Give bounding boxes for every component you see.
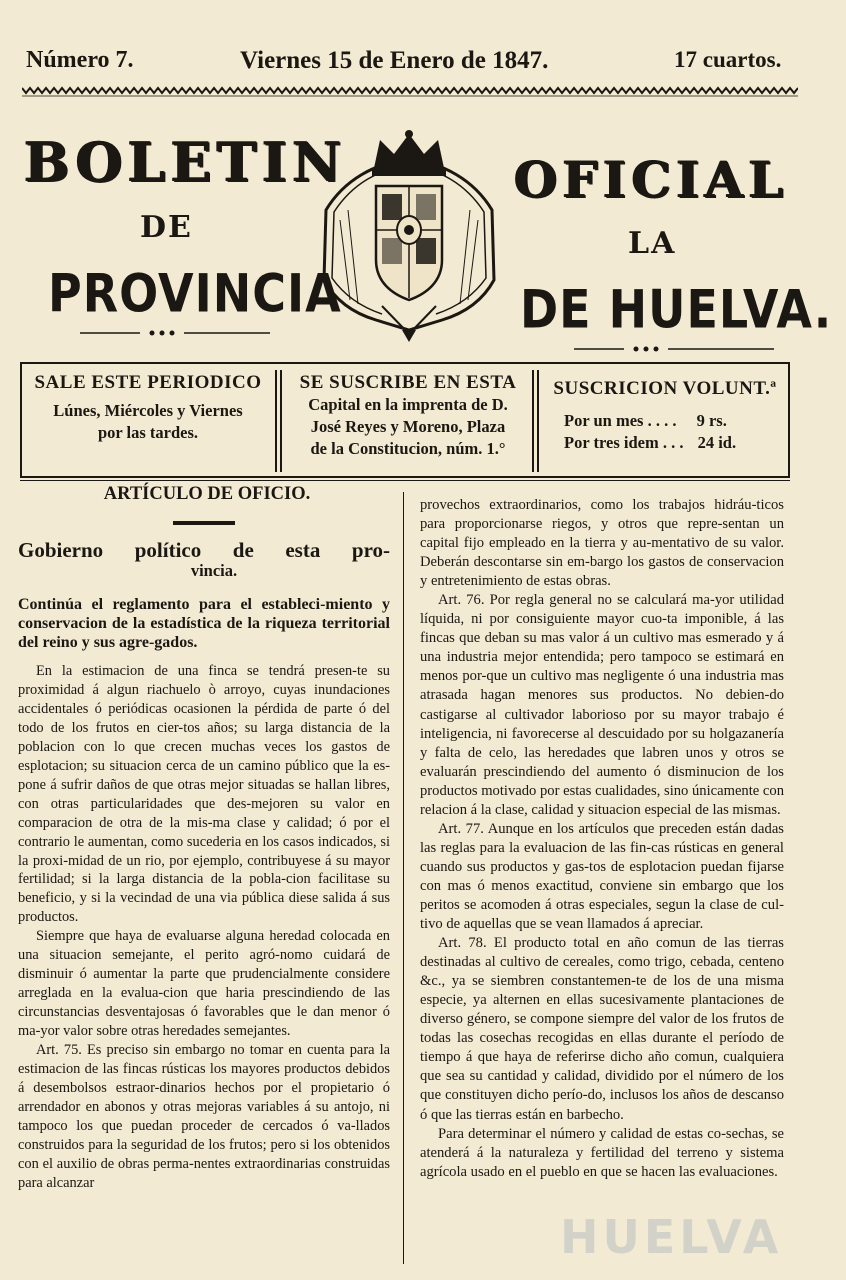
price-three-months [542,432,788,454]
section-heading: ARTÍCULO DE OFICIO. [103,484,311,504]
subscription-location [284,364,532,476]
title-word-oficial: OFICIAL [514,150,789,209]
coat-of-arms-emblem [316,130,502,342]
schedule-days: Lúnes, Miércoles y Viernes [53,401,243,420]
right-paragraph-4: Art. 78. El producto total en año comun de las tierras destinadas al cultivo de cereales, como trigo, cebada, centeno &c., ya se siembren constantemen-te de los de una misma especie, ya alternen en ellas sucesivamente plantaciones de diverso género, se compone siempre del valor de los frutos de todas las cosechas recogidas en ellas durante el período de tiempo á que haya de referirse dicho año comun, cualquiera que sea su cantidad y calidad, dividido por el número de los que constituyen dicho perío-do, inclusos los años de descanso ó que las tierras están en barbecho. [420,935,784,1123]
issue-price: 17 cuartos. [674,47,782,72]
schedule-time: por las tardes. [97,423,199,442]
title-word-provincia: PROVINCIA [48,262,342,325]
right-paragraph-2: Art. 76. Por regla general no se calculará ma-yor utilidad líquida, ni por consiguiente mayor cuo-ta imponible, á las fincas que deban su mas valor á un cultivo mas esmerado y á una industria mejor entendida; pero tampoco se estimará en menos por-que un cultivo mas negligente ó una industria mas atrasada hagan menores sus productos. No debien-do castigarse al cultivador laborioso por su mayor trabajo é inteligencia, ni favorecerse al descuidado por su holgazanería y falta de celo, las heredades que labren unos y otros se evaluarán prescindiendo del aumento ó disminucion de los productos motivado por estas cualidades, sino únicamente con relacion á la clase, calidad y situacion especial de las mismas. [420,592,784,818]
horizontal-rule [20,480,790,481]
left-paragraph-3: Art. 75. Es preciso sin embargo no tomar en cuenta para la estimacion de las fincas rústicas los mayores productos debidos á desembolsos estraor-dinarios hechos por el propietario ó arrendador en abonos y otras mejoras variables á su antojo, ni tampoco los que puedan proceder de cercados ó va-llados construidos para la seguridad de los frutos; pero si los obtenidos con el auxilio de obras perma-nentes extraordinarias construidas para alcanzar [18,1042,390,1191]
left-body-text [18,662,390,1193]
subscribe-line-2: José Reyes y Moreno, Plaza [310,417,506,436]
gov-title-line1: Gobierno político de esta pro- [18,538,390,562]
right-column [420,496,784,1182]
subscribe-line-1: Capital en la imprenta de D. [308,395,508,414]
price-month-label: Por un mes . . . . [564,411,677,430]
box-separator [280,370,282,472]
price-three-label: Por tres idem . . . [564,433,684,452]
gov-title-line2: vincia. [190,561,238,580]
price-one-month [542,410,788,432]
left-paragraph-1: En la estimacion de una finca se tendrá presen-te su proximidad á algun riachuelo ò arroyo, cuyas inundaciones accidentales ó periódicas ocasionen la pérdida de parte ó del todo de los frutos en cier-tos años; su larga distancia de la poblacion con lo que crecen muchas veces los gastos de esplotacion; su situacion cerca de un camino público que la es-pone á sufrir daños de que otras mejor situadas se hallan libres, con otras particularidades que des-mejoren su valor en comparacion de otra de la mis-ma clase y calidad; ó por el contrario le aumentan, como sucederia en los casos indicados, si la proxi-midad de un rio, por ejemplo, contribuyese á su mayor fertilidad; si la larga distancia de la pobla-cion facilitase su beneficio, y si la vecindad de una via pública diese salida á sus productos. [18,663,390,926]
right-paragraph-5: Para determinar el número y calidad de estas co-sechas, se atenderá á la naturaleza y fertilidad del terreno y sistema agrícola usado en el pueblo en que se hacen las evaluaciones. [420,1125,784,1180]
title-word-de: DE [140,210,193,245]
right-paragraph-3: Art. 77. Aunque en los artículos que preceden están dadas las reglas para la evaluacion de las fin-cas rústicas en general cuando sus productos y gas-tos de esplotacion puedan fijarse con mas ó menos exactitud, conviene sin embargo que los peritos se acomoden á otras especiales, segun la clase de cul-tivo de aquellas que se vean llamados á apreciar. [420,820,784,933]
schedule-heading: SALE ESTE PERIODICO [34,372,262,393]
subscription-info-box [20,362,790,478]
heading-rule [173,521,235,525]
archive-watermark: HUELVA [560,1210,783,1264]
price-heading: SUSCRICION VOLUNT.ª [553,378,777,399]
box-separator [537,370,539,472]
price-month-value: 9 rs. [696,411,727,430]
price-three-value: 24 id. [697,433,737,452]
zigzag-rule [22,84,798,98]
title-word-huelva: DE HUELVA. [520,278,833,341]
title-word-la: LA [628,226,677,261]
title-word-boletin: BOLETIN [24,130,347,194]
publication-schedule [22,364,274,476]
column-rule [403,492,404,1264]
ornament-divider-left [80,328,270,338]
issue-number: Número 7. [26,47,134,73]
issue-date: Viernes 15 de Enero de 1847. [240,47,549,74]
regulation-subtitle: Continúa el reglamento para el estableci-miento y conservacion de la estadística de la riqueza territorial del reino y sus agre-gados. [18,596,390,651]
ornament-divider-right [574,344,774,354]
right-paragraph-1: provechos extraordinarios, como los trabajos hidráu-ticos para proporcionarse riegos, y otros que repre-sentan un capital fijo empleado en la tierra y au-mentativo de su valor. Deberán descontarse sin em-bargo los gastos de conservacion y entretenimiento de estas obras. [420,497,784,590]
box-separator [532,370,534,472]
subscription-prices [542,364,788,476]
left-column [18,484,390,1193]
subscribe-heading: SE SUSCRIBE EN ESTA [299,372,517,393]
box-separator [275,370,277,472]
left-paragraph-2: Siempre que haya de evaluarse alguna heredad colocada en una situacion semejante, el perito agró-nomo cuidará de disminuir ó aumentar la parte que prudencialmente considere arreglada en la evalua-cion que haria prescindiendo de las circunstancias desventajosas ó favorables que le dan menor ó ma-yor valor sobre otras heredades semejantes. [18,928,390,1040]
subscribe-line-3: de la Constitucion, núm. 1.° [310,439,506,458]
